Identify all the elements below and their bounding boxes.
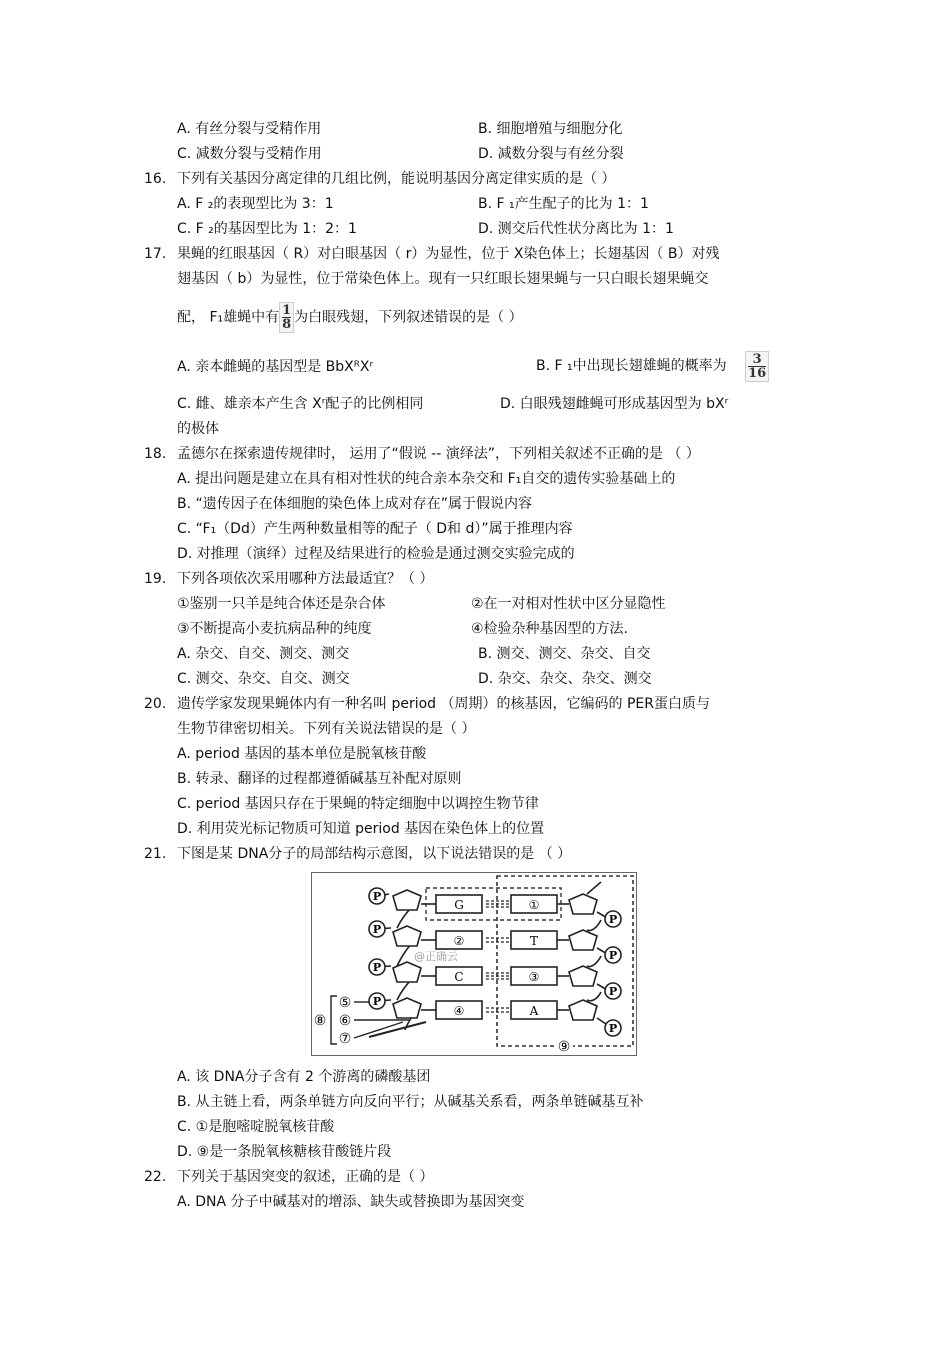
base-c: C [454,970,464,984]
q21-option-a: A. 该 DNA分子含有 2 个游离的磷酸基团 [177,1069,431,1085]
q17-option-a: A. 亲本雌蝇的基因型是 BbXᴿXʳ [177,359,374,375]
q20-option-d: D. 利用荧光标记物质可知道 period 基因在染色体上的位置 [177,821,545,837]
fraction-three-sixteenths [745,351,769,382]
q19-item-3: ③不断提高小麦抗病品种的纯度 [177,621,372,637]
q17-stem-line1: 果蝇的红眼基因（ R）对白眼基因（ r）为显性，位于 X染色体上；长翅基因（ B）对残 [177,246,720,262]
q18-option-d: D. 对推理（演绎）过程及结果进行的检验是通过测交实验完成的 [177,546,575,562]
q18-stem: 孟德尔在探索遗传规律时， 运用了“假说 -- 演绎法”，下列相关叙述不正确的是 （ ） [177,446,700,462]
label-9: ⑨ [557,1039,571,1055]
q18-option-a: A. 提出问题是建立在具有相对性状的纯合亲本杂交和 F₁自交的遗传实验基础上的 [177,471,676,487]
q19-item-4: ④检验杂种基因型的方法. [471,621,629,637]
q18-option-b: B. “遗传因子在体细胞的染色体上成对存在”属于假说内容 [177,496,533,512]
q16-option-a: A. F ₂的表现型比为 3：1 [177,196,334,212]
q17-option-b [536,350,769,382]
phosphate-label: P [372,995,382,1008]
q17-stem-part1: 配， F₁雄蝇中有 [177,309,280,326]
base-1: ① [528,898,540,912]
base-a: A [529,1004,539,1018]
q22-option-a: A. DNA 分子中碱基对的增添、缺失或替换即为基因突变 [177,1194,525,1210]
phosphate-label: P [372,923,382,936]
base-3: ③ [528,970,540,984]
fraction-numerator: 3 [752,351,762,367]
q15-option-c: C. 减数分裂与受精作用 [177,146,322,162]
fraction-denominator: 8 [282,317,292,332]
q17-number: 17. [144,246,167,262]
q21-option-b: B. 从主链上看，两条单链方向反向平行；从碱基关系看，两条单链碱基互补 [177,1094,644,1110]
q16-stem: 下列有关基因分离定律的几组比例，能说明基因分离定律实质的是（ ） [177,171,616,187]
fraction-numerator: 1 [282,303,292,318]
fraction-denominator: 16 [748,365,767,381]
q16-number: 16. [144,171,167,187]
q17-option-c: C. 雌、雄亲本产生含 Xʳ配子的比例相同 [177,396,424,412]
q15-option-b: B. 细胞增殖与细胞分化 [478,121,623,137]
q21-number: 21. [144,846,167,862]
q17-stem-part2: 为白眼残翅，下列叙述错误的是（ ） [294,309,523,326]
q17-stem-line2: 翅基因（ b）为显性，位于常染色体上。现有一只红眼长翅果蝇与一只白眼长翅果蝇交 [177,271,709,287]
base-2: ② [453,934,465,948]
q17-option-d-continuation: 的极体 [177,421,219,437]
base-g: G [454,898,464,912]
q20-number: 20. [144,696,167,712]
q20-option-a: A. period 基因的基本单位是脱氧核苷酸 [177,746,427,762]
q18-option-c: C. “F₁（Dd）产生两种数量相等的配子（ D和 d）”属于推理内容 [177,521,573,537]
q20-stem-line2: 生物节律密切相关。下列有关说法错误的是（ ） [177,721,476,737]
phosphate-label: P [608,985,618,998]
q17-option-d: D. 白眼残翅雌蝇可形成基因型为 bXʳ [500,396,729,412]
q15-option-d: D. 减数分裂与有丝分裂 [478,146,624,162]
base-t: T [529,934,539,948]
label-5: ⑤ [338,995,352,1011]
q22-stem: 下列关于基因突变的叙述，正确的是（ ） [177,1169,434,1185]
q15-option-a: A. 有丝分裂与受精作用 [177,121,322,137]
phosphate-label: P [608,949,618,962]
q17-stem-line3 [177,302,523,333]
q19-item-2: ②在一对相对性状中区分显隐性 [471,596,666,612]
q19-number: 19. [144,571,167,587]
q20-option-b: B. 转录、翻译的过程都遵循碱基互补配对原则 [177,771,462,787]
q19-option-d: D. 杂交、杂交、杂交、测交 [478,671,652,687]
q21-option-d: D. ⑨是一条脱氧核糖核苷酸链片段 [177,1144,392,1160]
q20-stem-line1: 遗传学家发现果蝇体内有一种名叫 period （周期）的核基因，它编码的 PER蛋白质与 [177,696,710,712]
q20-option-c: C. period 基因只存在于果蝇的特定细胞中以调控生物节律 [177,796,539,812]
q21-stem: 下图是某 DNA分子的局部结构示意图，以下说法错误的是 （ ） [177,846,572,862]
phosphate-label: P [372,961,382,974]
q16-option-d: D. 测交后代性状分离比为 1：1 [478,221,674,237]
q17-option-b-text: B. F ₁中出现长翅雄蝇的概率为 [536,358,727,374]
watermark-text: @正确云 [414,950,458,963]
fraction-one-eighth [279,302,294,333]
q22-number: 22. [144,1169,167,1185]
label-6: ⑥ [338,1013,352,1029]
label-8: ⑧ [313,1013,327,1029]
phosphate-label: P [608,1022,618,1035]
phosphate-label: P [608,913,618,926]
q21-option-c: C. ①是胞嘧啶脱氧核苷酸 [177,1119,335,1135]
dna-structure-diagram [311,872,637,1056]
q19-option-b: B. 测交、测交、杂交、自交 [478,646,651,662]
base-4: ④ [453,1004,465,1018]
phosphate-label: P [372,890,382,903]
q19-item-1: ①鉴别一只羊是纯合体还是杂合体 [177,596,386,612]
q19-option-a: A. 杂交、自交、测交、测交 [177,646,350,662]
q19-option-c: C. 测交、杂交、自交、测交 [177,671,350,687]
q16-option-c: C. F ₂的基因型比为 1：2：1 [177,221,357,237]
label-7: ⑦ [338,1031,352,1047]
q19-stem: 下列各项依次采用哪种方法最适宜？（ ） [177,571,434,587]
q18-number: 18. [144,446,167,462]
q16-option-b: B. F ₁产生配子的比为 1：1 [478,196,649,212]
